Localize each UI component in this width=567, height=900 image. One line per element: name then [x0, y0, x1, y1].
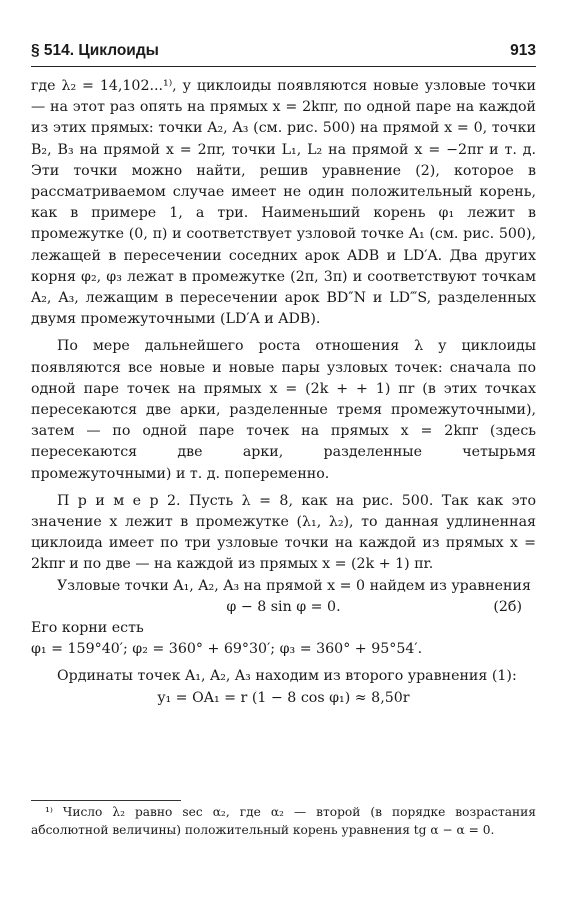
paragraph-3: Узловые точки A₁, A₂, A₃ на прямой x = 0 найдем из уравнения [57, 577, 531, 594]
roots-line: φ₁ = 159°40′; φ₂ = 360° + 69°30′; φ₃ = 360° + 95°54′. [31, 641, 423, 658]
equation-2b-number: (2б) [493, 598, 522, 615]
footnote-divider [31, 800, 181, 801]
paragraph-2: По мере дальнейшего роста отношения λ у циклоиды появляются все новые и новые пары узловых точек: сначала по одной паре точек на прямых x = (2k + + 1) πr (в этих точках пересекаются две арки, разделенные тремя промежуточными), затем — по одной паре точек на прямых x = 2kπr (здесь пересекаются две арки, разделенные четырьмя промежуточными) и т. д. попеременно. [31, 338, 536, 482]
paragraph-1: где λ₂ = 14,102...¹⁾, у циклоиды появляются новые узловые точки — на этот раз опять на прямых x = 2kπr, по одной паре на каждой из этих прямых: точки A₂, A₃ (см. рис. 500) на прямой x = 0, точки B₂, B₃ на прямой x = 2πr, точки L₁, L₂ на прямой x = −2πr и т. д. Эти точки можно найти, решив уравнение (2), которое в рассматриваемом случае имеет не один положительный корень, как в примере 1, а три. Наименьший корень φ₁ лежит в промежутке (0, π) и соответствует узловой точке A₁ (см. рис. 500), лежащей в пересечении соседних арок ADB и LD′A. Два других корня φ₂, φ₃ лежат в промежутке (2π, 3π) и соответствуют точкам A₂, A₃, лежащим в пересечении арок BD″N и LD‴S, разделенных двумя промежуточными (LD′A и ADB). [31, 78, 536, 328]
running-header [31, 40, 536, 67]
section-title: § 514. Циклоиды [31, 42, 159, 59]
footnote: ¹⁾ Число λ₂ равно sec α₂, где α₂ — второй (в порядке возрастания абсолютной величины) положительный корень уравнения tg α − α = 0. [31, 805, 536, 837]
paragraph-5: Ординаты точек A₁, A₂, A₃ находим из второго уравнения (1): [57, 668, 517, 685]
paragraph-4: Его корни есть [31, 620, 144, 637]
paragraph-example-2: П р и м е р 2. Пусть λ = 8, как на рис. 500. Так как это значение x лежит в промежутке (λ₁, λ₂), то данная удлиненная циклоида имеет по три узловые точки на каждой из прямых x = 2kπr и по две — на каждой из прямых x = (2k + 1) πr. [31, 492, 536, 573]
page-number: 913 [510, 42, 536, 59]
ordinate-equation: y₁ = OA₁ = r (1 − 8 cos φ₁) ≈ 8,50r [157, 689, 410, 706]
equation-2b [31, 597, 536, 618]
body-text [31, 76, 536, 709]
equation-2b-text: φ − 8 sin φ = 0. [226, 598, 341, 615]
